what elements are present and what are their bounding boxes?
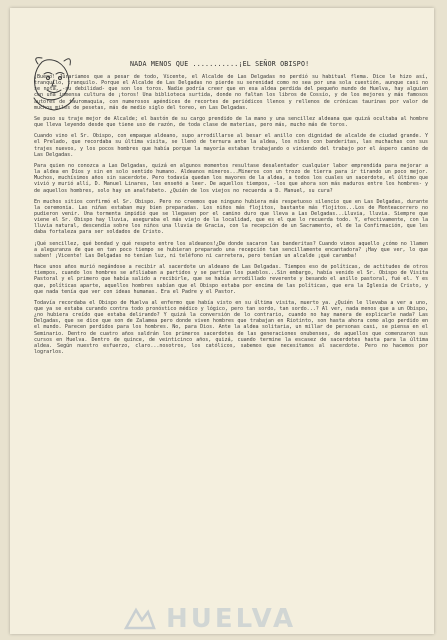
document-page (10, 8, 434, 634)
paragraph: En muchos sitios confirmó el Sr. Obispo. Pero no creemos que ninguno hubiera más respetuoso silencio que en Las Delgadas, durante la ceremonia. Las niñas estaban muy bien preparadas. Los niños más flojitos, bastante más flojitos...Los de Monteacorrero no pudieron venir. Una tormenta impidió que se llegasen por el camino duro que lleva a Las Delgadas...Lluvia, lluvia. Siempre que viene el Sr. Obispo hay lluvia, aseguraba el más viejo de la localidad, que es el que lo recuerda todo. Y, efectivamente, con la lluvia natural, descendía sobre los niños una lluvia de Gracia, con la recepción de un Sacramento, el de la Confirmación, que les daba fortaleza para ser soldados de Cristo. (34, 198, 428, 236)
watermark-text: HUELVA (166, 604, 297, 634)
paragraph: Todavía recordaba el Obispo de Huelva al enfermo que había visto en su última visita, muerto ya. ¿Quién le llevaba a ver a uno, que ya se estaba curando contra todo pronóstico médico y lógico, pero tan sordo, tan sordo...? Al ver, nada menos que a un Obispo, ¿no hubiera creído que estaba delirando? Y quizá la conversión de lo contrario, cuando no hay manera de explicarle nada? Las Delgadas, que se dice que son de Zalamea pero donde viven hombres que trabajan en Riotinto, son hasta ahora como algo perdido en el mundo. Parecen perdidos para los hombres. No, para Dios. Ante la aldea solitaria, un millar de personas casi, se piensa en el Seminario. Dentro de cuatro años saldrán los primeros sacerdotes de las generaciones onubenses, de aquellos que comenzaron sus cursos en Huelva. Dentro de quince, de veinticinco años, quizá, cuando termine la escasez de sacerdotes hasta para la última aldea. Según nuestro esfuerzo, claro...nosotros, los católicos, sabemos que necesitamos al sacerdote. Pero no hacemos por lograrlos. (34, 299, 428, 356)
paragraph: Cuando vino el Sr. Obispo, con empaque aldeano, supo arrodillarse al besar el anillo con dignidad de alcalde de ciudad grande. Y el Prelado, que recordaba su última visita, se llenó de ternura ante la aldea, los niños con banderitas, las muchachas con sus trajes nuevos, y los pocos hombres que había porque la mayoría estaban trabajando o viniendo del trabajo por el áspero camino de Las Delgadas. (34, 133, 428, 158)
paragraph: Para quien no conozca a Las Delgadas, quizá en algunos momentos resultase desalentador cualquier labor emprendida para mejorar a la aldea en Dios y sin en solo sentido humano. Aldeanos mineros...Mineros con un trozo de tierra para ir tirando un poco mejor. Muchos, muchísimos años sin sacerdote. Pero todavía quedan los mayores de la aldea, a todos los cuales un sacerdote, el último que vivió y murió allí, D. Manuel Linares, les enseñó a leer. De aquellos tiempos, -los que ahora son más maduros entre los hombres- y de aquellos hombres, solo hay un analfabeto. ¿Quién de los viejos no recuerda a D. Manuel, su cura? (34, 162, 428, 194)
paragraph: ¡Qué sencillez, qué bondad y qué respeto entre los aldeanos!¿De donde sacaron las banderitas? Cuando vimos aquello ¿cómo no llamen a aleguranza de que en tan poco tiempo se hubieran preparado una recepción tan sencillamente encantadora? ¡Hay que ver, lo que saben! ¡Vicente! Las Delgadas no tenían luz, ni teléfono ni carretera, pero tenían un alcalde ¡qué caramba! (34, 240, 428, 259)
paragraph: Hace unos años murió negándose a recibir al sacerdote un aldeano de Las Delgadas. Tiempos eso de políticas, de actitudes de otros tiempos, cuando los hombres se afiliaban a partidos y se partían los pueblos...Sin embargo, había venido el Sr. Obispo de Visita Pastoral y el primero que había salido a recibirle, que se había arrodillado reverente y besando el anillo pastoral, fué el. Y es que, políticas aparte, aquellos hombres sabían que el Obispo estaba por encima de las políticas, que era la Iglesia de Cristo, y que nada tenía que ver con ideas humanas. Era el Padre y el Pastor. (34, 264, 428, 295)
document-title: NADA MENOS QUE ...........¡EL SEÑOR OBISPO! (130, 60, 310, 68)
paragraph: Se puso su traje mejor de Alcalde; el bastón de su cargo prendido de la mano y una sencillez aldeana que quizá ocultaba al hombre que lleva leyendo desde que tiene uso de razón, de toda clase de materias, pero más, mucho más de toros. (34, 115, 428, 129)
watermark-logo-icon (122, 604, 158, 634)
document-body (34, 74, 428, 360)
paragraph: ¡Bueno! Jurariamos que a pesar de todo, Vicente, el Alcalde de Las Delgadas no perdió su habitual flema. Dice le hizo así, tranquilo, tranquilo. Porque el Alcalde de Las Delgadas no pierde su serenidad como no sea por una sola cuestión, aunque casi no se nota, -su debilidad- que son los toros. Nadie podría creer que en esa aldea perdida del pequeño mundo de Huelva, hay alguien con una inmensa cultura de ¡toros! Una biblioteca surtida, donde no faltan los libros de Cossío, y de los mejores y más famosos autores de tauromaquia, con numerosos apéndices de recortes de periódicos llenos y rellenos de crónicas taurinas por valor de muchos miles de pesetas, más de medio siglo del toreo, en Las Delgadas. (34, 74, 428, 111)
